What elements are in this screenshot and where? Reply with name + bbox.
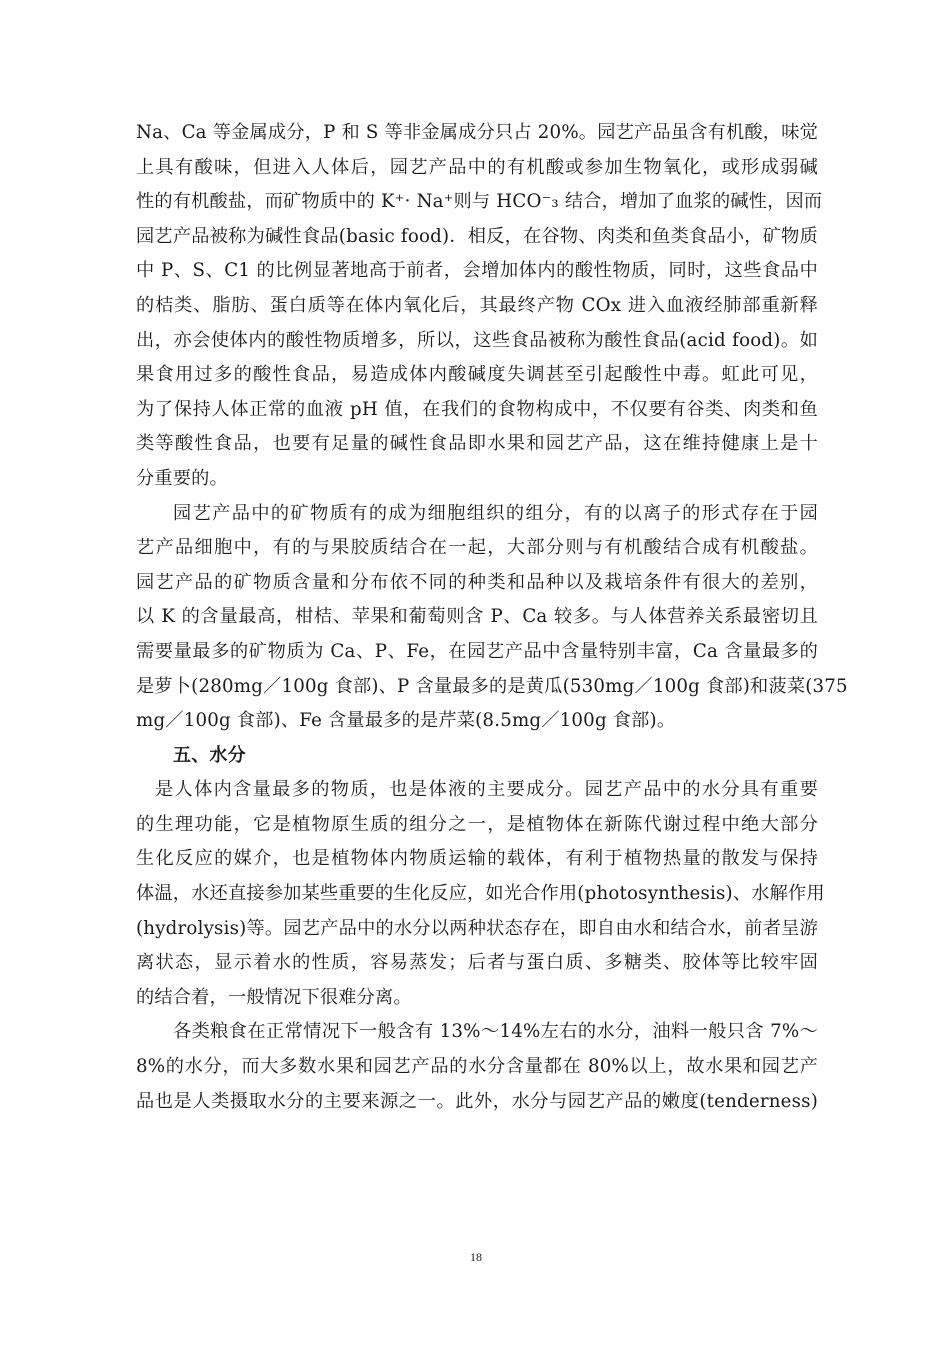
text-line: 是萝卜(280mg／100g 食部)、P 含量最多的是黄瓜(530mg／100g 食部)和菠菜(375 — [136, 675, 848, 697]
text-line: 出，亦会使体内的酸性物质增多，所以，这些食品被称为酸性食品(acid food)。如 — [136, 329, 818, 351]
text-line: 中 P、S、C1 的比例显著地高于前者，会增加体内的酸性物质，同时，这些食品中 — [136, 260, 818, 282]
page-number: 18 — [470, 1250, 482, 1264]
text-line: 品也是人类摄取水分的主要来源之一。此外，水分与园艺产品的嫩度(tenderness) — [136, 1090, 818, 1112]
text-line: 的结合着，一般情况下很难分离。 — [136, 986, 412, 1008]
text-line: 性的有机酸盐，而矿物质中的 K⁺· Na⁺则与 HCO⁻₃ 结合，增加了血浆的碱性，因而 — [136, 191, 823, 213]
text-line: 8%的水分，而大多数水果和园艺产品的水分含量都在 80%以上，故水果和园艺产 — [136, 1056, 818, 1078]
text-line: 生化反应的媒介，也是植物体内物质运输的载体，有利于植物热量的散发与保持 — [136, 848, 818, 870]
text-line: 园艺产品被称为碱性食品(basic food)．相反，在谷物、肉类和鱼类食品小，矿物质 — [136, 225, 818, 247]
text-line: (hydrolysis)等。园艺产品中的水分以两种状态存在，即自由水和结合水，前者呈游 — [136, 917, 818, 939]
text-line: 为了保持人体正常的血液 pH 值，在我们的食物构成中，不仅要有谷类、肉类和鱼 — [136, 398, 818, 420]
text-line: 上具有酸味，但进入人体后，园艺产品中的有机酸或参加生物氧化，或形成弱碱 — [136, 156, 818, 178]
text-line: 分重要的。 — [136, 467, 228, 489]
text-line: 类等酸性食品，也要有足量的碱性食品即水果和园艺产品，这在维持健康上是十 — [136, 433, 818, 455]
text-line: 的生理功能，它是植物原生质的组分之一，是植物体在新陈代谢过程中绝大部分 — [136, 813, 818, 835]
paragraph-first-line: 是人体内含量最多的物质，也是体液的主要成分。园艺产品中的水分具有重要 — [155, 779, 818, 801]
paragraph-first-line: 园艺产品中的矿物质有的成为细胞组织的组分，有的以离子的形式存在于园 — [173, 502, 818, 524]
text-line: mg／100g 食部)、Fe 含量最多的是芹菜(8.5mg／100g 食部)。 — [136, 710, 676, 732]
text-line: 园艺产品的矿物质含量和分布依不同的种类和品种以及栽培条件有很大的差别， — [136, 571, 818, 593]
text-line: 离状态，显示着水的性质，容易蒸发；后者与蛋白质、多糖类、胶体等比较牢固 — [136, 952, 818, 974]
text-line: 艺产品细胞中，有的与果胶质结合在一起，大部分则与有机酸结合成有机酸盐。 — [136, 537, 818, 559]
text-line: 的桔类、脂肪、蛋白质等在体内氧化后，其最终产物 COx 进入血液经肺部重新释 — [136, 294, 818, 316]
text-line: 体温，水还直接参加某些重要的生化反应，如光合作用(photosynthesis)、水解作用 — [136, 883, 825, 905]
text-line: 果食用过多的酸性食品，易造成体内酸碱度失调甚至引起酸性中毒。虹此可见， — [136, 364, 818, 386]
section-heading: 五、水分 — [173, 744, 246, 766]
body-text — [136, 116, 848, 1119]
text-line: Na、Ca 等金属成分，P 和 S 等非金属成分只占 20%。园艺产品虽含有机酸，味觉 — [136, 122, 818, 143]
text-line: 需要量最多的矿物质为 Ca、P、Fe，在园艺产品中含量特别丰富，Ca 含量最多的 — [136, 640, 818, 662]
paragraph-first-line: 各类粮食在正常情况下一般含有 13%～14%左右的水分，油料一般只含 7%～ — [173, 1021, 818, 1043]
text-line: 以 K 的含量最高，柑桔、苹果和葡萄则含 P、Ca 较多。与人体营养关系最密切且 — [136, 606, 818, 628]
